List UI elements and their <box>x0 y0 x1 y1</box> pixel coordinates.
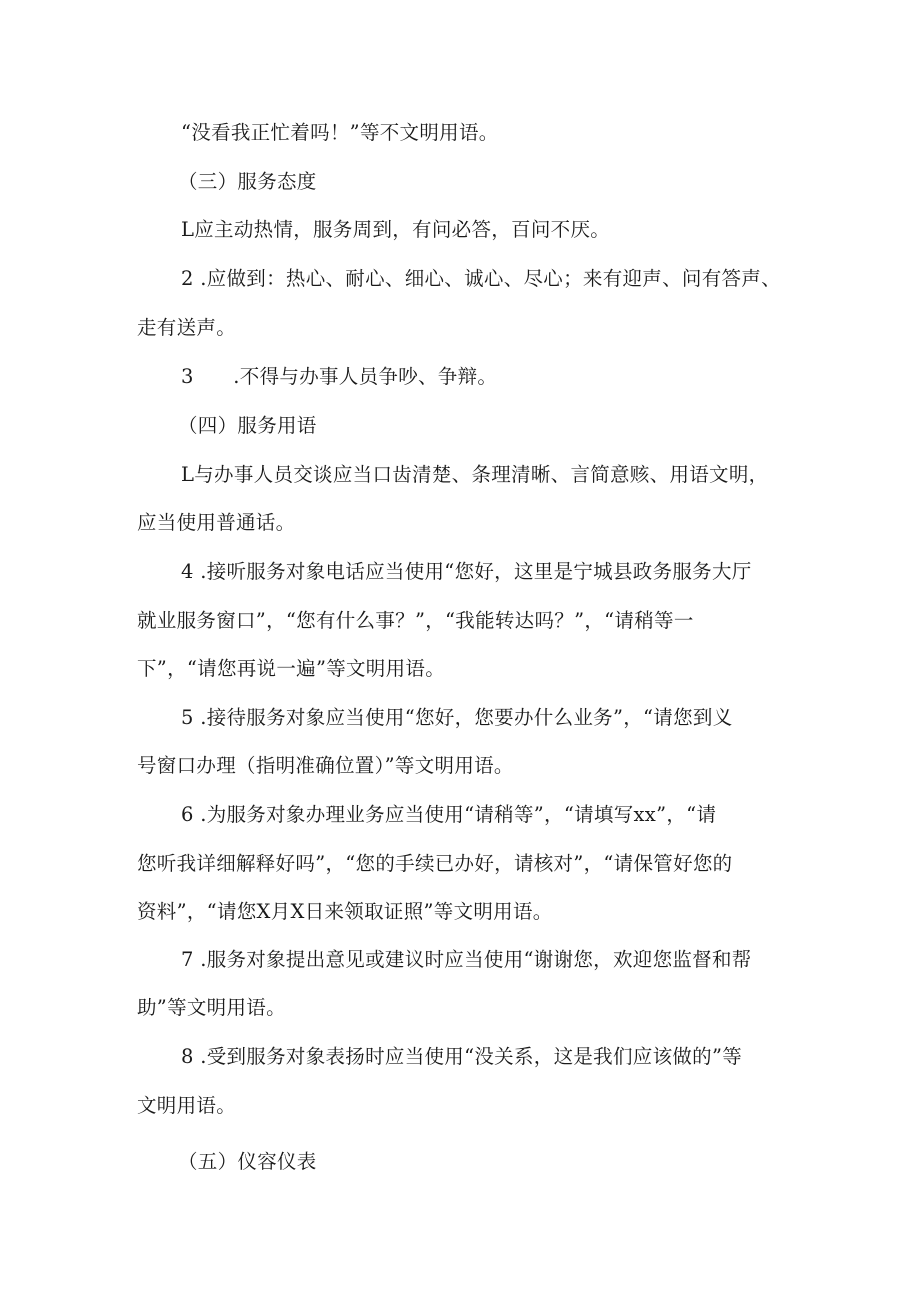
text-line: 走有送声。 <box>137 316 237 339</box>
text-line: 4 .接听服务对象电话应当使用“您好，这里是宁城县政务服务大厅 <box>181 560 752 583</box>
section-heading: （五）仪容仪表 <box>178 1150 317 1173</box>
text-line: “没看我正忙着吗！”等不文明用语。 <box>181 121 499 144</box>
section-heading: （三）服务态度 <box>178 170 317 193</box>
text-line: 文明用语。 <box>137 1094 237 1117</box>
text-line: 8 .受到服务对象表扬时应当使用“没关系，这是我们应该做的”等 <box>181 1045 743 1068</box>
text-line: 资料”，“请您X月X日来领取证照”等文明用语。 <box>137 900 553 923</box>
text-line: 号窗口办理（指明准确位置）”等文明用语。 <box>137 754 514 777</box>
section-heading: （四）服务用语 <box>178 414 317 437</box>
text-line: 5 .接待服务对象应当使用“您好，您要办什么业务”，“请您到义 <box>181 706 733 729</box>
text-line: 就业服务窗口”，“您有什么事？”，“我能转达吗？”，“请稍等一 <box>137 609 694 632</box>
text-line: 您听我详细解释好吗”，“您的手续已办好，请核对”，“请保管好您的 <box>137 852 733 875</box>
text-line: L应主动热情，服务周到，有问必答，百问不厌。 <box>181 218 611 241</box>
text-line: 助”等文明用语。 <box>137 996 286 1019</box>
text-line: L与办事人员交谈应当口齿清楚、条理清晰、言简意赅、用语文明， <box>181 463 769 486</box>
text-line: 6 .为服务对象办理业务应当使用“请稍等”，“请填写xx”，“请 <box>181 803 717 826</box>
text-line: 7 .服务对象提出意见或建议时应当使用“谢谢您，欢迎您监督和帮 <box>181 948 752 971</box>
text-line: 3 .不得与办事人员争吵、争辩。 <box>181 365 498 388</box>
text-line: 2 .应做到：热心、耐心、细心、诚心、尽心；来有迎声、问有答声、 <box>181 267 781 290</box>
text-line: 应当使用普通话。 <box>137 511 296 534</box>
text-line: 下”，“请您再说一遍”等文明用语。 <box>137 657 446 680</box>
